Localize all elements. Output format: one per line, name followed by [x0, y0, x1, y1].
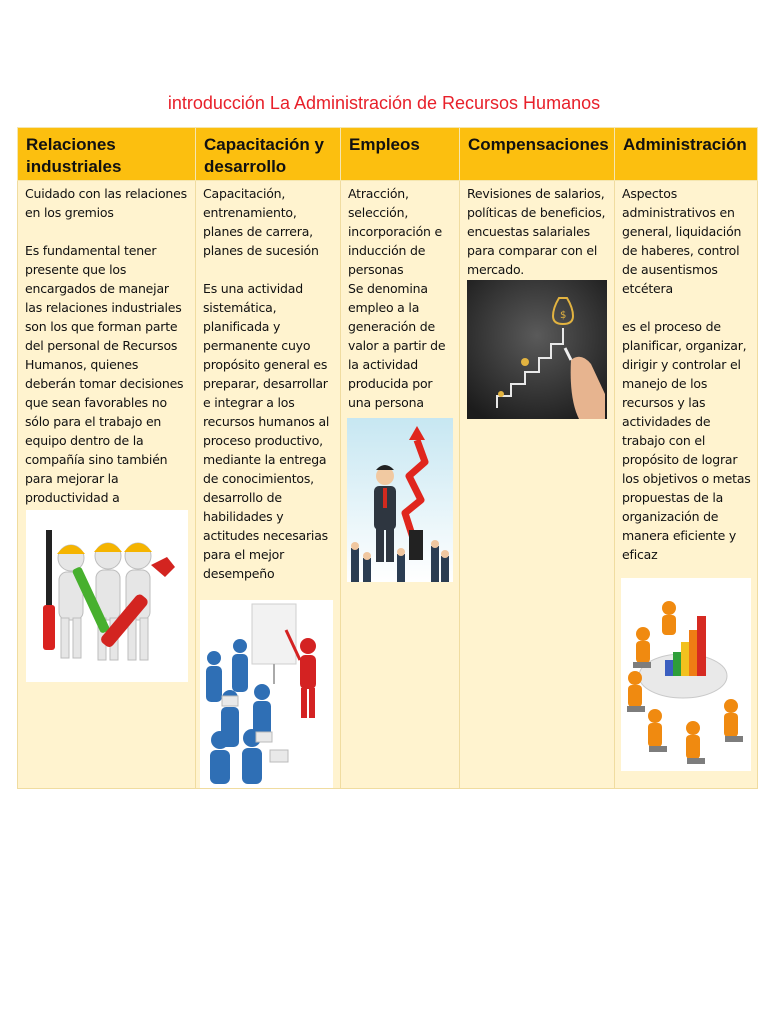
cell-capacitacion-desarrollo: [196, 181, 341, 789]
summary-text: Atracción, selección, incorporación e inducción de personas: [348, 186, 443, 277]
header-administracion: Administración: [615, 128, 758, 181]
summary-text: Aspectos administrativos en general, liquidación de haberes, control de ausentismos etcétera: [622, 186, 742, 296]
administration-image: [621, 578, 751, 771]
training-image: [200, 600, 333, 788]
cell-compensaciones: [460, 181, 615, 789]
employment-image: [347, 418, 453, 582]
description-text: Se denomina empleo a la generación de valor a partir de la actividad producida por una persona: [348, 281, 446, 410]
summary-text: Capacitación, entrenamiento, planes de carrera, planes de sucesión: [203, 186, 319, 258]
cell-empleos: [341, 181, 460, 789]
page-title: introducción La Administración de Recursos Humanos: [167, 93, 601, 113]
header-relaciones-industriales: Relaciones industriales: [18, 128, 196, 181]
header-row: [18, 128, 758, 181]
svg-text:$: $: [560, 310, 567, 321]
content-row: [18, 181, 758, 789]
summary-text: Cuidado con las relaciones en los gremios: [25, 186, 187, 220]
description-text: Es una actividad sistemática, planificada y permanente cuyo propósito general es preparar, desarrollar e integrar a los recursos humanos al proceso productivo, mediante la entrega de conocimientos, desarrollo de habilidades y actitudes necesarias para el mejor desempeño: [203, 281, 330, 581]
cell-relaciones-industriales: [18, 181, 196, 789]
header-empleos: Empleos: [341, 128, 460, 181]
workers-tools-image: [26, 510, 188, 682]
description-text: es el proceso de planificar, organizar, dirigir y controlar el manejo de los recursos y las actividades de trabajo con el propósito de lograr los objetivos o metas propuestas de la organización de manera eficiente y eficaz: [622, 319, 751, 562]
header-capacitacion-desarrollo: Capacitación y desarrollo: [196, 128, 341, 181]
summary-text: Revisiones de salarios, políticas de beneficios, encuestas salariales para comparar con el mercado.: [467, 186, 606, 277]
cell-administracion: [615, 181, 758, 789]
header-compensaciones: Compensaciones: [460, 128, 615, 181]
compensation-image: [467, 280, 607, 419]
hr-table: [17, 127, 758, 789]
description-text: Es fundamental tener presente que los encargados de manejar las relaciones industriales son los que forman parte del personal de Recursos Humanos, quienes deberán tomar decisiones que sean favorables no sólo para el trabajo en equipo dentro de la compañía sino también para mejorar la productividad a: [25, 243, 184, 505]
